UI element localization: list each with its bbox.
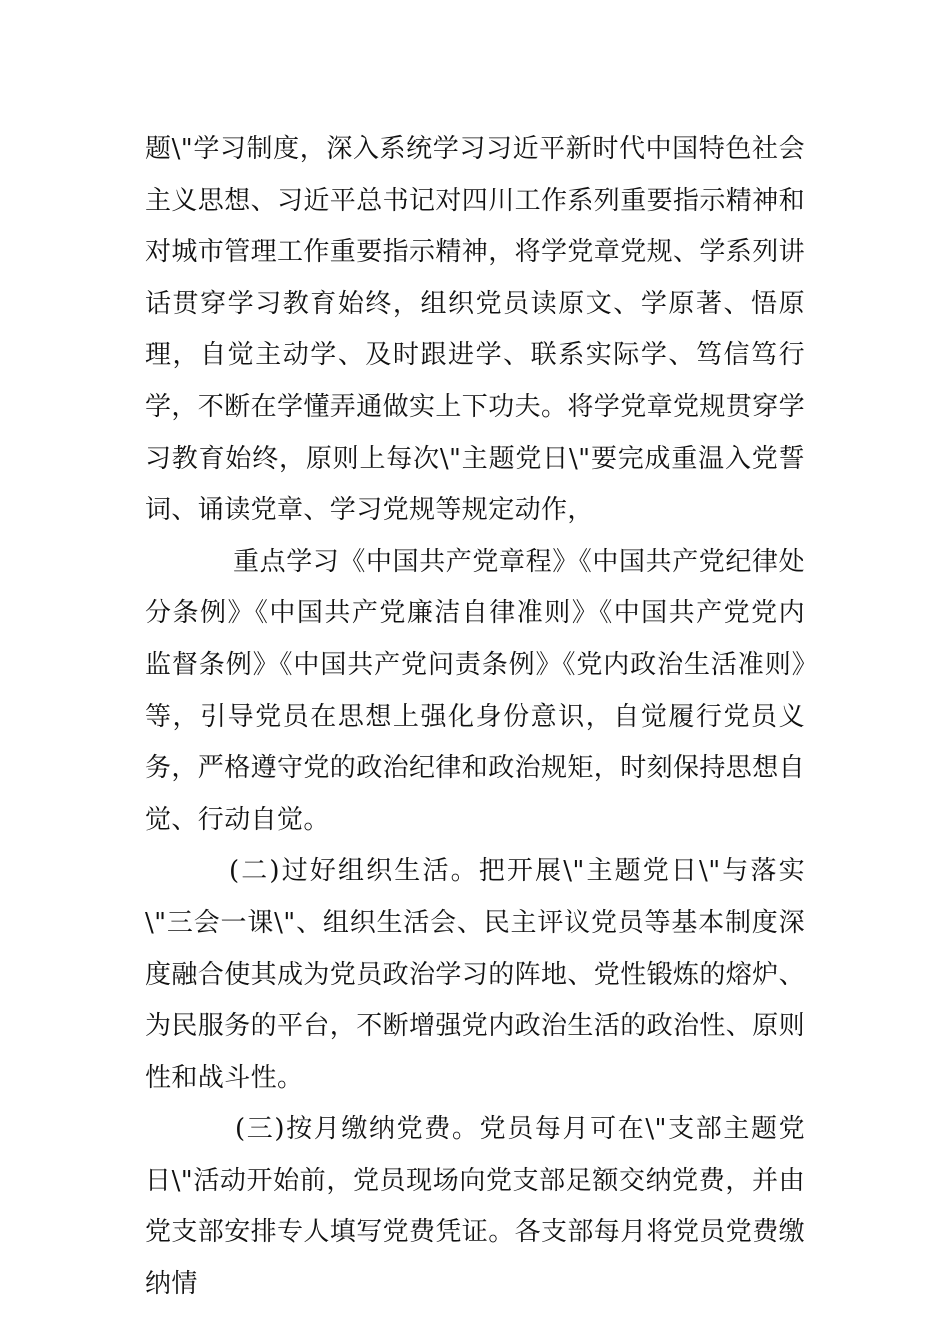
paragraph-party-dues: (三)按月缴纳党费。党员每月可在\"支部主题党日\"活动开始前，党员现场向党支部足额交纳党费，并由党支部安排专人填写党费凭证。各支部每月将党员党费缴纳情 (145, 1114, 806, 1300)
paragraph-study-system: 题\"学习制度，深入系统学习习近平新时代中国特色社会主义思想、习近平总书记对四川工作系列重要指示精神和对城市管理工作重要指示精神，将学党章党规、学系列讲话贯穿学习教育始终，组织党员读原文、学原著、悟原理，自觉主动学、及时跟进学、联系实际学、笃信笃行学，不断在学懂弄通做实上下功夫。将学党章党规贯穿学习教育始终，原则上每次\"主题党日\"要完成重温入党誓词、诵读党章、学习党规等规定动作， (145, 134, 806, 526)
paragraph-key-regulations: 重点学习《中国共产党章程》《中国共产党纪律处分条例》《中国共产党廉洁自律准则》《中国共产党党内监督条例》《中国共产党问责条例》《党内政治生活准则》等，引导党员在思想上强化身份意识，自觉履行党员义务，严格遵守党的政治纪律和政治规矩，时刻保持思想自觉、行动自觉。 (145, 546, 806, 835)
paragraph-organization-life: (二)过好组织生活。把开展\"主题党日\"与落实\"三会一课\"、组织生活会、民主评议党员等基本制度深度融合使其成为党员政治学习的阵地、党性锻炼的熔炉、为民服务的平台，不断增强党内政治生活的政治性、原则性和战斗性。 (145, 856, 806, 1093)
document-body (145, 124, 805, 1311)
